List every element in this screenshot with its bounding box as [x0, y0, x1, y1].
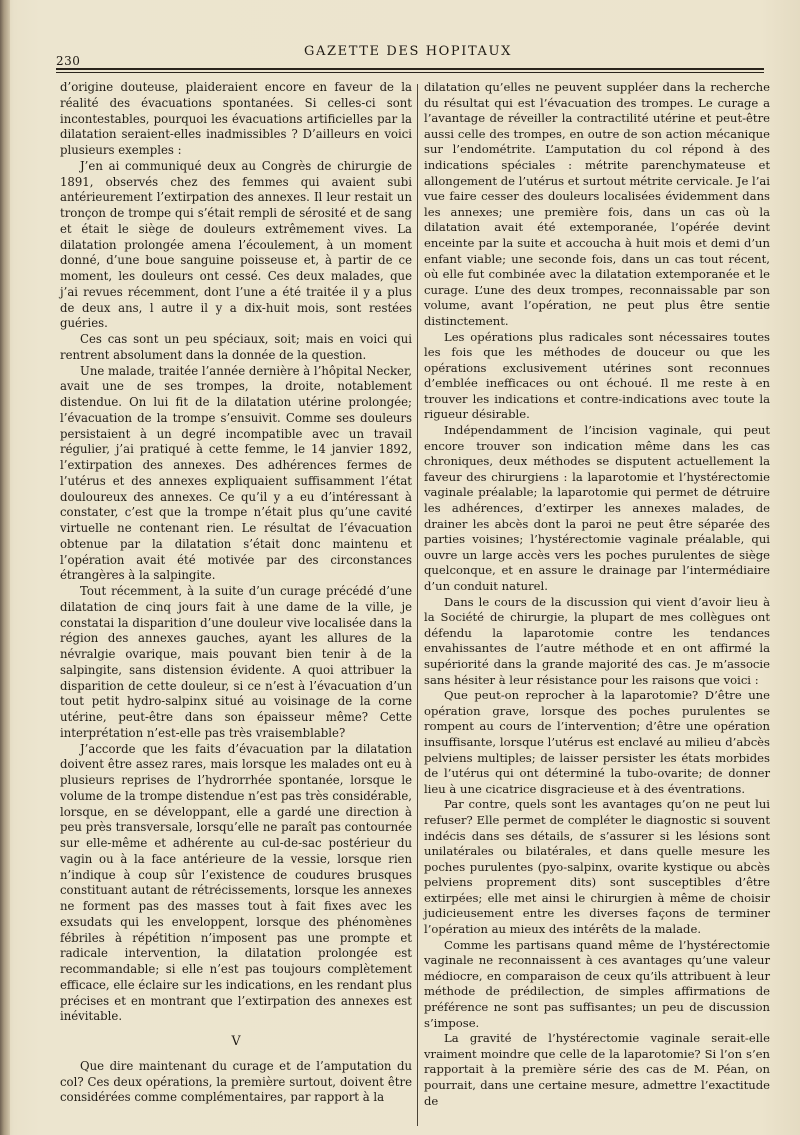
page-binding-edge — [0, 0, 10, 1135]
paragraph: Que peut-on reprocher à la laparotomie? D’être une opération grave, lorsque des poches purulentes se rompent au cours de l’intervention; d’être une opération insuffisante, lorsque l’utérus est enclavé au milieu d’abcès pelviens multiples; de laisser persister les états morbides de l’utérus qui ont déterminé la tubo-ovarite; de donner lieu à une cicatrice disgracieuse et à des éventrations. — [424, 688, 770, 796]
paragraph: dilatation qu’elles ne peuvent suppléer dans la recherche du résultat qui est l’évacuation des trompes. Le curage a l’avantage de réveiller la contractilité utérine et peut-être aussi celle des trompes, en outre de son action mécanique sur l’endométrite. L’amputation du col répond à des indications spéciales : métrite parenchymateuse et allongement de l’utérus et surtout métrite cervicale. Je l’ai vue faire cesser des douleurs localisées évidemment dans les annexes; une première fois, dans un cas où la dilatation avait été extemporanée, l’opérée devint enceinte par la suite et accoucha à huit mois et demi d’un enfant viable; une seconde fois, dans un cas tout récent, où elle fut combinée avec la dilatation extemporanée et le curage. L’une des deux trompes, reconnaissable par son volume, avant l’opération, ne peut plus être sentie distinctement. — [424, 80, 771, 328]
paragraph: Ces cas sont un peu spéciaux, soit; mais en voici qui rentrent absolument dans la donnée de la question. — [60, 332, 412, 362]
paragraph: Que dire maintenant du curage et de l’amputation du col? Ces deux opérations, la première surtout, doivent être considérées comme complémentaires, par rapport à la — [60, 1058, 412, 1105]
right-column — [424, 80, 770, 1109]
running-title: GAZETTE DES HOPITAUX — [304, 44, 512, 59]
page-number: 230 — [56, 54, 81, 68]
paragraph: Dans le cours de la discussion qui vient d’avoir lieu à la Société de chirurgie, la plupart de mes collègues ont défendu la laparotomie contre les tendances envahissantes de l’autre méthode et en ont affirmé la supériorité dans la grande majorité des cas. Je m’associe sans hésiter à leur résistance pour les raisons que voici : — [424, 594, 770, 687]
paragraph: J’en ai communiqué deux au Congrès de chirurgie de 1891, observés chez des femmes qui avaient subi antérieurement l’extirpation des annexes. Il leur restait un tronçon de trompe qui s’était rempli de sérosité et de sang et était le siège de douleurs extrêmement vives. La dilatation prolongée amena l’écoulement, à un moment donné, d’une boue sanguine poisseuse et, à partir de ce moment, les douleurs ont cessé. Ces deux malades, que j’ai revues récemment, dont l’une a été traitée il y a plus de deux ans, l autre il y a dix-huit mois, sont restées guéries. — [60, 158, 412, 331]
page-header — [52, 44, 764, 68]
paragraph: Les opérations plus radicales sont nécessaires toutes les fois que les méthodes de douceur ou que les opérations exclusivement utérines sont reconnues d’emblée inefficaces ou ont échoué. Il me reste à en trouver les indications et contre-indications avec toute la rigueur désirable. — [424, 329, 770, 422]
paragraph: Tout récemment, à la suite d’un curage précédé d’une dilatation de cinq jours fait à une dame de la ville, je constatai la disparition d’une douleur vive localisée dans la région des annexes gauches, ayant les allures de la névralgie ovarique, mais pouvant bien tenir à de la salpingite, sans distension évidente. A quoi attribuer la disparition de cette douleur, si ce n’est à l’évacuation d’un tout petit hydro-salpinx situé au voisinage de la corne utérine, peut-être dans son épaisseur même? Cette interprétation n’est-elle pas très vraisemblable? — [60, 584, 412, 740]
header-rule — [56, 68, 764, 70]
paragraph: d’origine douteuse, plaideraient encore en faveur de la réalité des évacuations spontanées. Si celles-ci sont incontestables, pourquoi les évacuations artificielles par la dilatation seraient-elles inadmissibles ? D’ailleurs en voici plusieurs exemples : — [60, 80, 412, 157]
paragraph: Une malade, traitée l’année dernière à l’hôpital Necker, avait une de ses trompes, la droite, notablement distendue. On lui fit de la dilatation utérine prolongée; l’évacuation de la trompe s’ensuivit. Comme ses douleurs persistaient à un degré incompatible avec un travail régulier, j’ai pratiqué à cette femme, le 14 janvier 1892, l’extirpation des annexes. Des adhérences fermes de l’utérus et des annexes expliquaient suffisamment l’état douloureux des annexes. Ce qu’il y a eu d’intéressant à constater, c’est que la trompe n’était plus qu’une cavité virtuelle ne contenant rien. Le résultat de l’évacuation obtenue par la dilatation s’était donc maintenu et l’opération avait été motivée par des circonstances étrangères à la salpingite. — [60, 363, 412, 583]
paragraph: Par contre, quels sont les avantages qu’on ne peut lui refuser? Elle permet de compléter le diagnostic si souvent indécis dans ses détails, de s’assurer si les lésions sont unilatérales ou bilatérales, et dans quelle mesure les poches purulentes (pyo-salpinx, ovarite kystique ou abcès pelviens proprement dits) sont susceptibles d’être extirpées; elle met ainsi le chirurgien à même de choisir judicieusement entre les diverses façons de terminer l’opération au mieux des intérêts de la malade. — [424, 797, 770, 937]
column-divider — [417, 84, 418, 1126]
section-heading: V — [231, 1033, 241, 1048]
paragraph: La gravité de l’hystérectomie vaginale serait-elle vraiment moindre que celle de la laparotomie? Si l’on s’en rapportait à la première série des cas de M. Péan, on pourrait, dans une certaine mesure, admettre l’exactitude de — [424, 1031, 770, 1108]
header-rule-thin — [56, 72, 764, 73]
paragraph: Indépendamment de l’incision vaginale, qui peut encore trouver son indication même dans les cas chroniques, deux méthodes se disputent actuellement la faveur des chirurgiens : la laparotomie et l’hystérectomie vaginale préalable; la laparotomie qui permet de détruire les adhérences, d’extirper les annexes malades, de drainer les abcès dont la paroi ne peut être séparée des parties voisines; l’hystérectomie vaginale préalable, qui ouvre un large accès vers les poches purulentes de siège quelconque, et en assure le drainage par l’intermédiaire d’un conduit naturel. — [424, 423, 770, 593]
left-column — [60, 80, 412, 1106]
paragraph: J’accorde que les faits d’évacuation par la dilatation doivent être assez rares, mais lorsque les malades ont eu à plusieurs reprises de l’hydrorrhée spontanée, lorsque le volume de la trompe distendue n’est pas très considérable, lorsque, en se développant, elle a gardé une direction à peu près transversale, lorsqu’elle ne paraît pas contournée sur elle-même et adhérente au cul-de-sac postérieur du vagin ou à la face antérieure de la vessie, lorsque rien n’indique à coup sûr l’existence de coudures brusques constituant autant de rétrécissements, lorsque les annexes ne forment pas des masses tout à fait fixes avec les exsudats qui les enveloppent, lorsque des phénomènes fébriles à répétition n’imposent pas une prompte et radicale intervention, la dilatation prolongée est recommandable; si elle n’est pas toujours complètement efficace, elle éclaire sur les indications, en les rendant plus précises et en montrant que l’extirpation des annexes est inévitable. — [60, 741, 412, 1024]
paragraph: Comme les partisans quand même de l’hystérectomie vaginale ne reconnaissent à ces avantages qu’une valeur médiocre, en comparaison de ceux qu’ils attribuent à leur méthode de prédilection, de simples affirmations de préférence ne sont pas suffisantes; un peu de discussion s’impose. — [424, 937, 770, 1030]
